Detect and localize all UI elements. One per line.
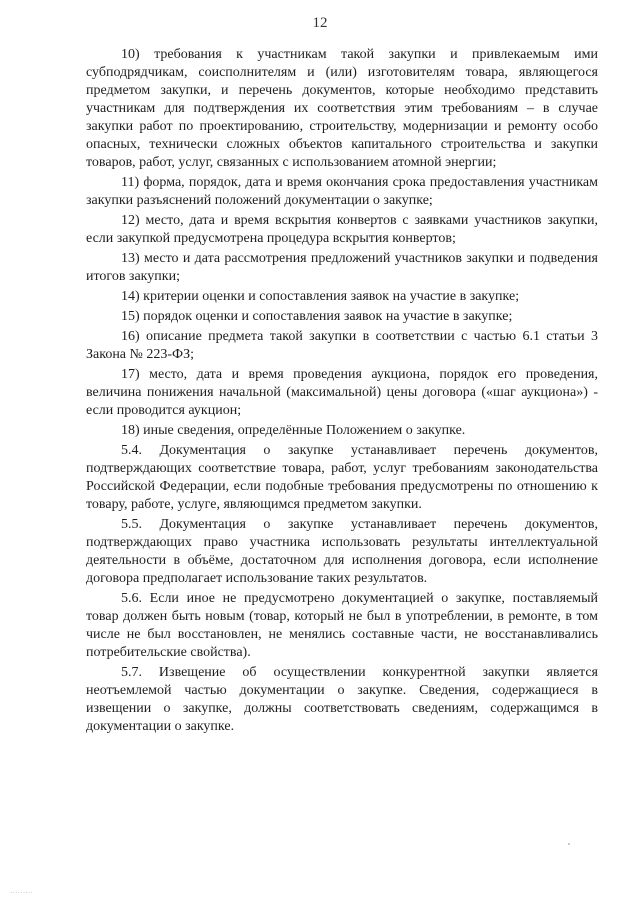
list-item-13: 13) место и дата рассмотрения предложений участников закупки и подведения итогов закупки; [86, 251, 598, 284]
list-item-14: 14) критерии оценки и сопоставления заявок на участие в закупке; [121, 289, 520, 304]
scan-speck [568, 843, 570, 845]
list-item-11: 11) форма, порядок, дата и время окончания срока предоставления участникам закупки разъяснений положений документации о закупке; [86, 175, 598, 208]
list-item-12: 12) место, дата и время вскрытия конвертов с заявками участников закупки, если закупкой предусмотрена процедура вскрытия конвертов; [86, 213, 598, 246]
section-5-4: 5.4. Документация о закупке устанавливает перечень документов, подтверждающих соответствие товара, работ, услуг требованиям законодательства Российской Федерации, если подобные требования предусмотрены по отношению к товару, работе, услуге, являющимся предметом закупки. [86, 443, 598, 512]
section-5-6: 5.6. Если иное не предусмотрено документацией о закупке, поставляемый товар должен быть новым (товар, который не был в употреблении, в ремонте, в том числе не был восстановлен, не менялись составные части, не восстанавливались потребительские свойства). [86, 591, 598, 660]
page-number: 12 [312, 15, 328, 31]
list-item-10: 10) требования к участникам такой закупки и привлекаемым ими субподрядчикам, соисполнителям и (или) изготовителям товара, являющегося предметом закупки, и перечень документов, которые необходимо представить участникам для подтверждения их соответствия этим требованиям – в случае закупки работ по проектированию, строительству, модернизации и ремонту особо опасных, технически сложных объектов капитального строительства и закупки товаров, работ, услуг, связанных с использованием атомной энергии; [86, 47, 598, 170]
list-item-16: 16) описание предмета такой закупки в соответствии с частью 6.1 статьи 3 Закона № 223-ФЗ; [86, 329, 598, 362]
section-5-5: 5.5. Документация о закупке устанавливает перечень документов, подтверждающих право участника использовать результаты интеллектуальной деятельности в объёме, достаточном для исполнения договора, если исполнение договора предполагает использование таких результатов. [86, 517, 598, 586]
list-item-15: 15) порядок оценки и сопоставления заявок на участие в закупке; [121, 309, 513, 324]
body-text [86, 46, 598, 736]
list-item-17: 17) место, дата и время проведения аукциона, порядок его проведения, величина понижения начальной (максимальной) цены договора («шаг аукциона») - если проводится аукцион; [86, 367, 598, 418]
list-item-18: 18) иные сведения, определённые Положением о закупке. [121, 423, 466, 438]
section-5-7: 5.7. Извещение об осуществлении конкурентной закупки является неотъемлемой частью документации о закупке. Сведения, содержащиеся в извещении о закупке, должны соответствовать сведениям, содержащимся в документации о закупке. [86, 665, 598, 734]
footer-mark: ......... [10, 886, 33, 895]
